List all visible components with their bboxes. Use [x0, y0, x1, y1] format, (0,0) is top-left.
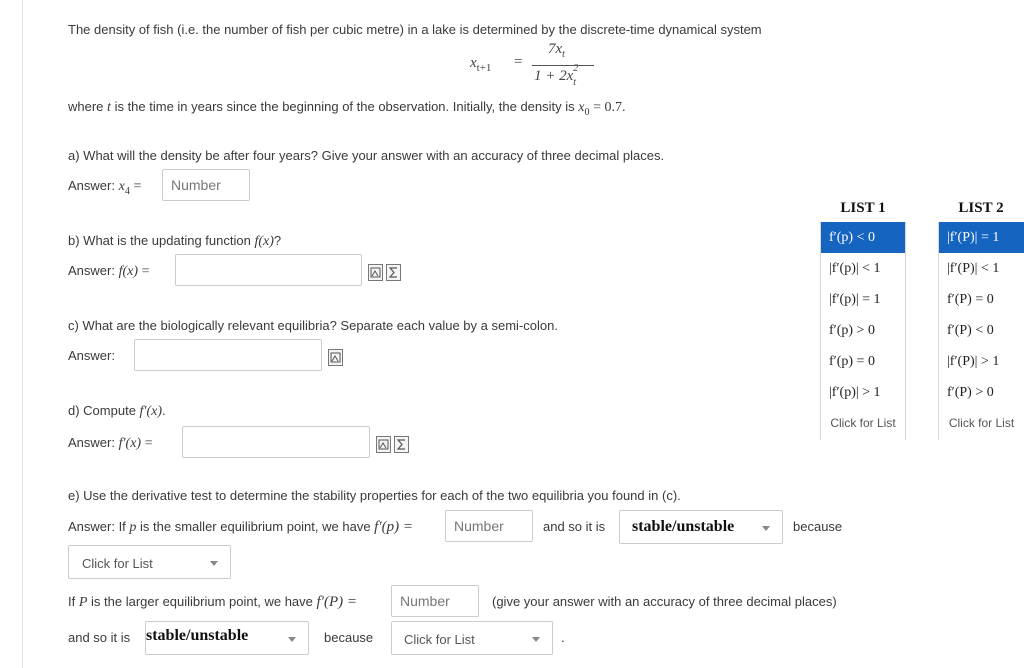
list-2-item[interactable]: f′(P) > 0 — [947, 385, 994, 400]
line1-p: p — [129, 520, 137, 535]
list-2-item[interactable]: |f′(P)| < 1 — [947, 261, 1000, 276]
eq-lhs-sub: t+1 — [476, 62, 492, 74]
question-c: c) What are the biologically relevant equilibria? Separate each value by a semi-colon. — [68, 318, 558, 333]
fprime-P-input[interactable]: Number — [391, 585, 479, 617]
answer-b-eq: = — [141, 264, 150, 279]
answer-b-text: Answer: — [68, 263, 115, 278]
list-2 — [938, 200, 1024, 440]
because-label-2: because — [324, 630, 374, 645]
answer-c-label: Answer: — [68, 348, 115, 363]
answer-a-var: x — [118, 179, 125, 194]
answer-a-text: Answer: — [68, 178, 115, 193]
formula-editor-icon[interactable] — [368, 264, 383, 281]
answer-a-label — [68, 178, 141, 197]
derivative-input[interactable] — [182, 426, 370, 458]
eq-den-sup: 2 — [573, 63, 579, 74]
formula-editor-icon[interactable] — [376, 436, 391, 453]
sigma-editor-icon[interactable] — [386, 264, 401, 281]
line1-b: is the smaller equilibrium point, we have — [140, 519, 371, 534]
answer-b-label — [68, 263, 150, 280]
list-1-item[interactable]: |f′(p)| > 1 — [829, 385, 881, 400]
eq-numerator: 7x — [548, 41, 563, 57]
answer-a-eq: = — [133, 179, 142, 194]
answer-d-eq: = — [144, 436, 153, 451]
list-1-items — [820, 222, 906, 440]
sigma-editor-icon[interactable] — [394, 436, 409, 453]
reason-select-p[interactable] — [68, 545, 231, 579]
and-so-label-2: and so it is — [68, 630, 131, 645]
where-t: t — [107, 100, 111, 115]
chevron-down-icon — [288, 637, 296, 642]
equilibria-input[interactable] — [134, 339, 322, 371]
fprime-p-input[interactable]: Number — [445, 510, 533, 542]
answer-e-line2 — [68, 594, 357, 611]
eq-lhs: x — [470, 55, 477, 71]
list-2-item[interactable]: f′(P) < 0 — [947, 323, 994, 338]
density-x4-input[interactable]: Number — [162, 169, 250, 201]
list-1-item[interactable]: f′(p) > 0 — [829, 323, 875, 338]
accuracy-note: (give your answer with an accuracy of three decimal places) — [492, 594, 837, 609]
question-b-fx: f(x) — [254, 234, 274, 249]
question-e: e) Use the derivative test to determine the stability properties for each of the two equilibria you found in (c). — [68, 488, 681, 503]
where-x-sub: 0 — [584, 106, 590, 118]
eq-denominator: 1 + 2x — [534, 68, 574, 84]
list-2-item[interactable]: f′(P) = 0 — [947, 292, 994, 307]
list-2-item[interactable]: |f′(P)| > 1 — [947, 354, 1000, 369]
reason-select-p-value: Click for List — [82, 556, 153, 571]
answer-a-sub: 4 — [124, 185, 130, 197]
recurrence-equation — [470, 41, 600, 91]
reason-select-P[interactable] — [391, 621, 553, 655]
list-1-item[interactable]: f′(p) = 0 — [829, 354, 875, 369]
list-1 — [820, 200, 906, 440]
question-b-mark: ? — [273, 233, 282, 248]
list-1-title: LIST 1 — [840, 200, 886, 216]
reason-select-P-value: Click for List — [404, 632, 475, 647]
and-so-label-1: and so it is — [543, 519, 606, 534]
answer-e-line1 — [68, 519, 413, 536]
eq-den-sub: t — [573, 77, 577, 88]
stability-select-P-value: stable/unstable — [146, 627, 249, 644]
eq-num-sub: t — [562, 49, 565, 60]
chevron-down-icon — [210, 561, 218, 566]
list-2-title: LIST 2 — [958, 200, 1004, 216]
where-x: x — [578, 100, 585, 115]
left-divider — [22, 0, 23, 668]
question-d-dot: . — [162, 403, 166, 418]
list-1-item[interactable]: |f′(p)| = 1 — [829, 292, 881, 307]
line2-P: P — [78, 595, 88, 610]
list-1-footer[interactable]: Click for List — [830, 416, 896, 430]
chevron-down-icon — [532, 637, 540, 642]
stability-select-P[interactable] — [145, 621, 309, 655]
list-2-items — [938, 222, 1024, 440]
stability-select-p[interactable] — [619, 510, 783, 544]
initial-condition — [68, 99, 626, 118]
where-a: where — [68, 99, 104, 114]
final-dot: . — [561, 630, 565, 645]
question-d — [68, 403, 166, 420]
line2-fpP: f′(P) = — [316, 594, 357, 610]
updating-function-input[interactable] — [175, 254, 362, 286]
list-1-item[interactable]: |f′(p)| < 1 — [829, 261, 881, 276]
fraction-bar — [532, 65, 594, 66]
stability-select-p-value: stable/unstable — [632, 518, 735, 535]
line2-b: is the larger equilibrium point, we have — [91, 594, 313, 609]
chevron-down-icon — [762, 526, 770, 531]
problem-intro: The density of fish (i.e. the number of fish per cubic metre) in a lake is determined by the discrete-time dynamical system — [68, 22, 762, 37]
answer-d-fpx: f′(x) — [118, 436, 142, 451]
question-a: a) What will the density be after four years? Give your answer with an accuracy of three decimal places. — [68, 148, 665, 163]
question-d-fpx: f′(x) — [139, 404, 163, 419]
list-2-item[interactable]: |f′(P)| = 1 — [939, 222, 1024, 253]
question-d-text: d) Compute — [68, 403, 136, 418]
question-b-text: b) What is the updating function — [68, 233, 251, 248]
answer-d-label — [68, 435, 153, 452]
equation-icon[interactable] — [328, 349, 343, 366]
because-label-1: because — [793, 519, 843, 534]
answer-d-text: Answer: — [68, 435, 115, 450]
line1-fpp: f′(p) = — [374, 519, 413, 535]
where-b: is the time in years since the beginning of the observation. Initially, the density is — [114, 99, 575, 114]
list-1-item[interactable]: f′(p) < 0 — [821, 222, 905, 253]
where-val: = 0.7. — [593, 100, 626, 115]
line1-a: Answer: If — [68, 519, 126, 534]
answer-b-fx: f(x) — [118, 264, 139, 279]
eq-equals: = — [514, 54, 523, 70]
question-b — [68, 233, 281, 250]
list-2-footer[interactable]: Click for List — [948, 416, 1015, 430]
line2-a: If — [68, 594, 76, 609]
